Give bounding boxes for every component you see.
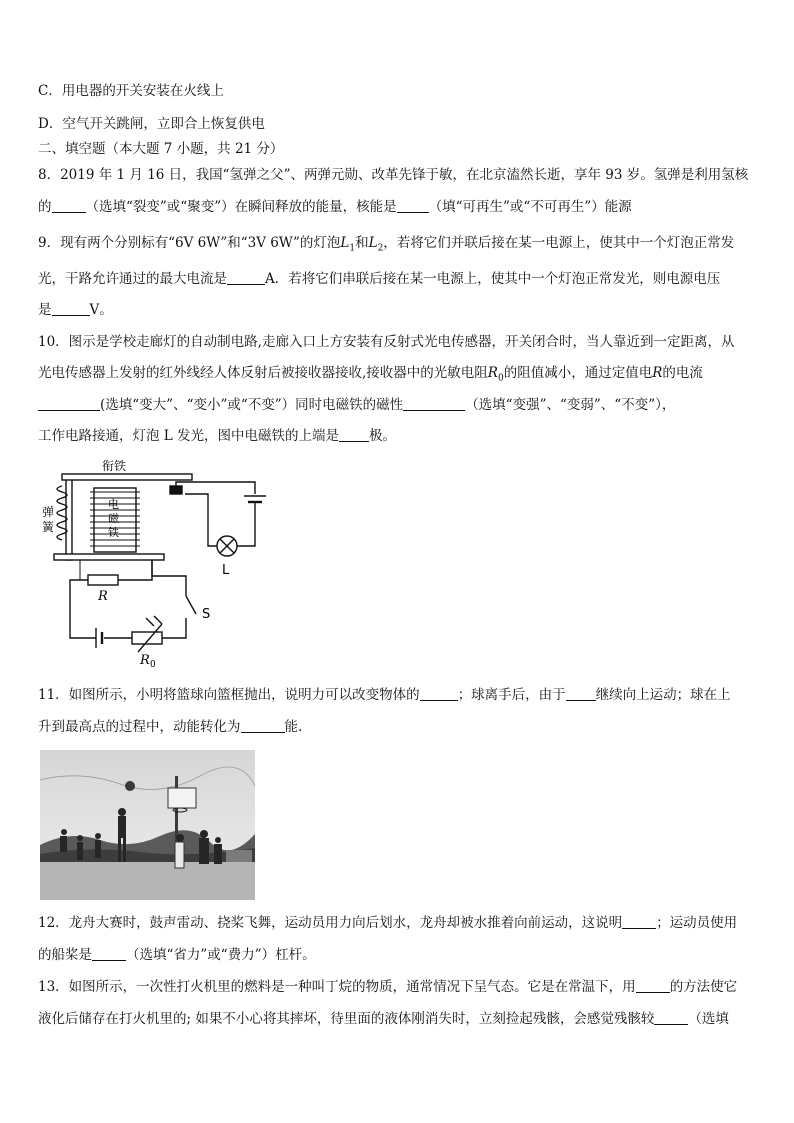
section-heading: 二、填空题（本大题 7 小题，共 21 分） [38, 141, 284, 157]
label-R0-sub: 0 [150, 660, 156, 670]
answer-blank[interactable] [52, 301, 90, 316]
basketball-photo [40, 750, 255, 900]
q9-line3: 是 V。 [38, 302, 113, 318]
label-R0: R [140, 653, 150, 668]
answer-blank[interactable] [241, 718, 285, 733]
q10-line2: 光电传感器上发射的红外线经人体反射后被接收器接收,接收器中的光敏电阻$R_0$的阻值减小，通过定值电R的电流 [38, 365, 703, 384]
q10-line3: (选填“变大”、“变小”或“不变”）同时电磁铁的磁性 （选填“变强”、“变弱”、“不变”）， [38, 396, 675, 414]
label-R: R [98, 589, 108, 604]
q13-line1: 13．如图所示，一次性打火机里的燃料是一种叫丁烷的物质，通常情况下呈气态。它是在常温下，用 的方法使它 [38, 979, 738, 995]
q11-line1: 11．如图所示，小明将篮球向篮框抛出，说明力可以改变物体的 ；球离手后，由于 继续向上运动；球在上 [38, 687, 731, 703]
answer-blank[interactable] [403, 396, 465, 411]
q12-line1: 12．龙舟大赛时，鼓声雷动、挠桨飞舞，运动员用力向后划水，龙舟却被水推着向前运动，这说明 ；运动员使用 [38, 915, 738, 931]
option-d: D．空气开关跳闸，立即合上恢复供电 [38, 116, 265, 132]
answer-blank[interactable] [52, 198, 86, 213]
answer-blank[interactable] [397, 198, 429, 213]
q11-line2: 升到最高点的过程中，动能转化为 能. [38, 719, 303, 735]
label-magnet-3: 铁 [108, 526, 119, 539]
answer-blank[interactable] [38, 396, 100, 411]
q13-line2: 液化后储存在打火机里的; 如果不小心将其摔坏，待里面的液体刚消失时，立刻捡起残骸，会感觉残骸较 （选填 [38, 1011, 729, 1027]
label-spring-2: 簧 [42, 520, 55, 534]
answer-blank[interactable] [339, 427, 369, 442]
circuit-diagram [40, 456, 280, 676]
option-c: C．用电器的开关安装在火线上 [38, 83, 224, 99]
q8-line1: 8．2019 年 1 月 16 日，我国“氢弹之父”、两弹元勋、改革先锋于敏，在北京溘然长逝，享年 93 岁。氢弹是利用氢核 [38, 167, 749, 183]
q8-line2: 的 （选填“裂变”或“聚变”）在瞬间释放的能量，核能是 （填“可再生”或“不可再生”）能源 [38, 199, 632, 215]
label-spring-1: 弹 [42, 505, 55, 519]
answer-blank[interactable] [654, 1010, 688, 1025]
answer-blank[interactable] [566, 686, 596, 701]
label-magnet-1: 电 [108, 498, 119, 511]
q9-line1: 9．现有两个分别标有“6V 6W”和“3V 6W”的灯泡$L_1$和$L_2$，若将它们并联后接在某一电源上，使其中一个灯泡正常发 [38, 235, 735, 254]
q10-line1: 10．图示是学校走廊灯的自动制电路,走廊入口上方安装有反射式光电传感器，开关闭合时，当人靠近到一定距离，从 [38, 334, 735, 350]
answer-blank[interactable] [420, 686, 458, 701]
label-armature: 衔铁 [102, 459, 127, 473]
answer-blank[interactable] [92, 946, 126, 961]
label-L: L [222, 563, 230, 578]
answer-blank[interactable] [227, 270, 265, 285]
label-S: S [202, 607, 211, 622]
q10-line4: 工作电路接通，灯泡 L 发光，图中电磁铁的上端是 极。 [38, 428, 397, 444]
q12-line2: 的船桨是 （选填“省力”或“费力”）杠杆。 [38, 947, 316, 963]
label-magnet-2: 磁 [108, 512, 119, 525]
q9-line2: 光，干路允许通过的最大电流是 A．若将它们串联后接在某一电源上，使其中一个灯泡正常发光，则电源电压 [38, 271, 721, 287]
answer-blank[interactable] [636, 978, 670, 993]
answer-blank[interactable] [622, 914, 656, 929]
